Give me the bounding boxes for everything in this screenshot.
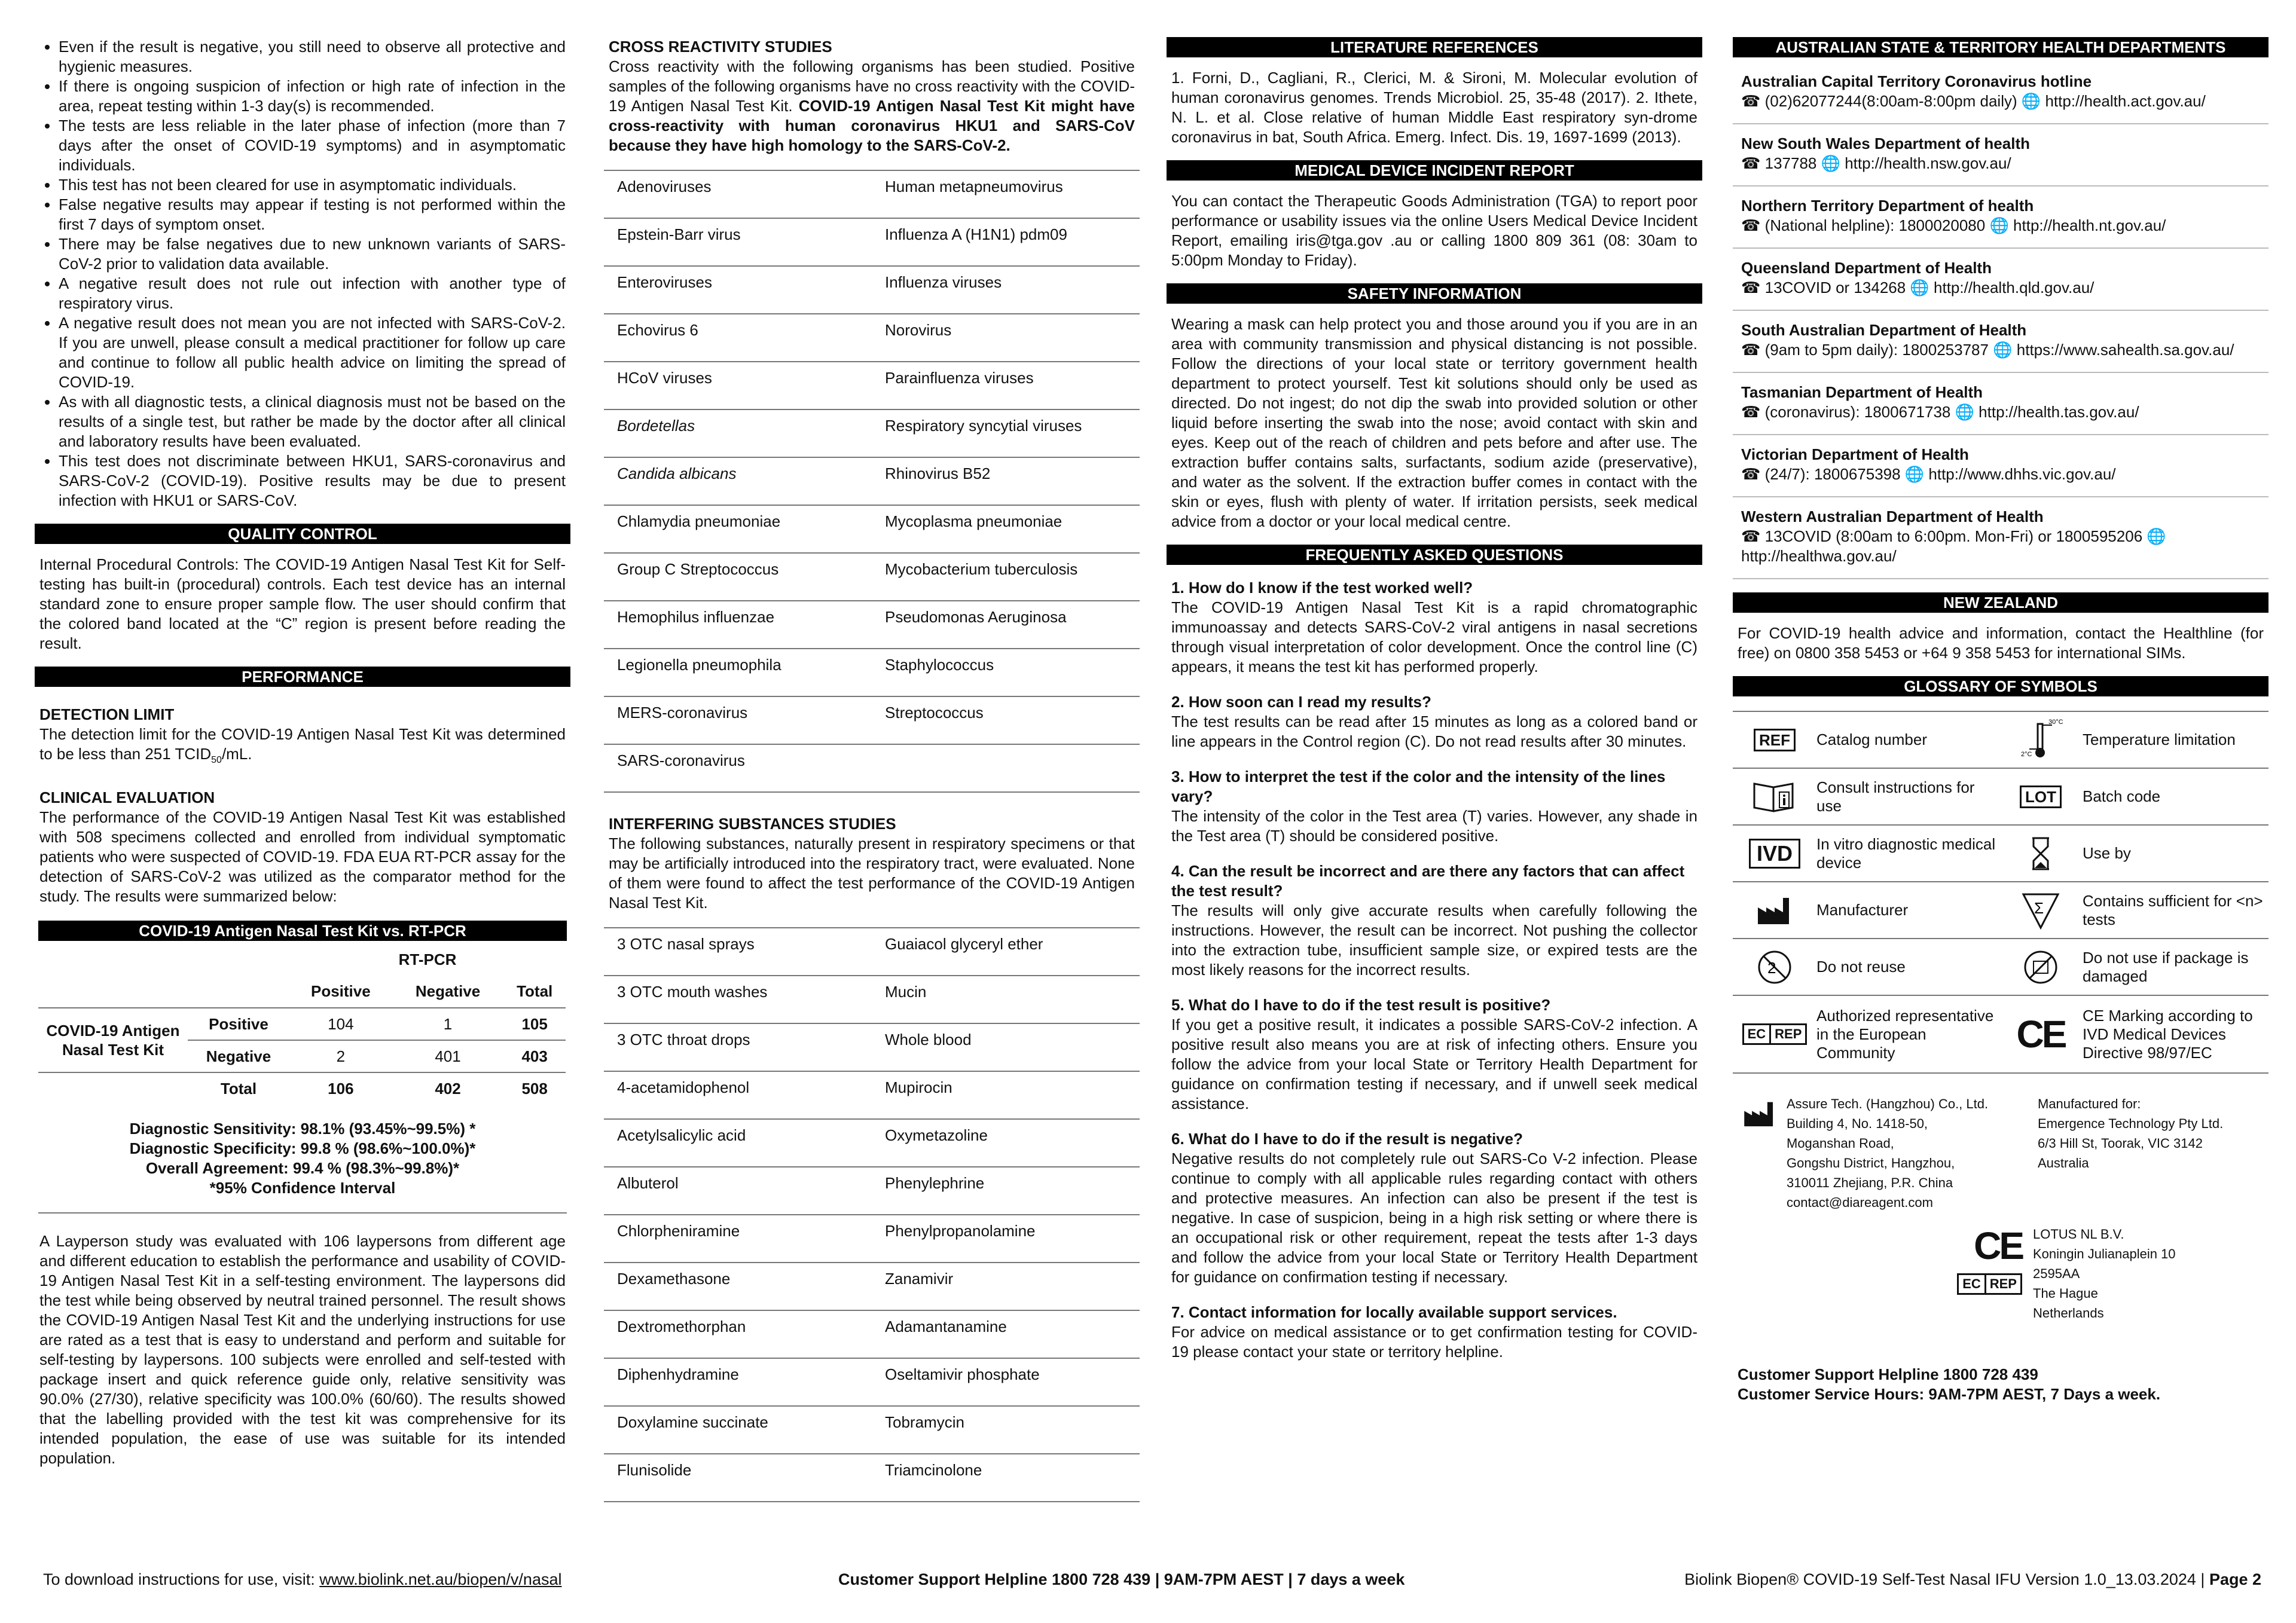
table-cell: Oxymetazoline (885, 1126, 988, 1144)
table-row (604, 219, 1140, 267)
table-cell: Dextromethorphan (617, 1318, 746, 1335)
table-cell: 3 OTC throat drops (617, 1031, 750, 1049)
symbols-table (1733, 711, 2268, 1074)
rtpcr-header: RT-PCR (398, 950, 457, 968)
list-item: • A negative result does not rule out infection with another type of respiratory virus. (59, 274, 570, 313)
eu-rep-address: LOTUS NL B.V. Koningin Julianaplein 10 2595AA The Hague Netherlands (2033, 1227, 2176, 1321)
list-item: • This test does not discriminate between HKU1, SARS-coronavirus and SARS-CoV-2 (COVID-19). Positive results may be due to present infection with HKU1 or SARS-CoV. (59, 451, 570, 511)
list-item: • False negative results may appear if testing is not performed within the first 7 days of symptom onset. (59, 195, 570, 234)
health-dept-item (1733, 441, 2268, 497)
row-label: Negative (206, 1047, 271, 1065)
column-2 (604, 37, 1140, 1502)
table-row (604, 1263, 1140, 1311)
clinical-evaluation-heading: CLINICAL EVALUATION (39, 788, 215, 807)
column-1 (35, 37, 570, 1468)
dept-contact[interactable]: ☎ (coronavirus): 1800671738 🌐 http://health.tas.gov.au/ (1741, 403, 2139, 421)
table-row (604, 410, 1140, 458)
ce-mark-icon: CE (1974, 1224, 2022, 1267)
table-cell: 104 (328, 1014, 354, 1033)
table-cell: Echovirus 6 (617, 321, 698, 339)
table-row (604, 458, 1140, 506)
symbol-row: Consult instructions for use LOT Batch code (1733, 769, 2268, 826)
table-cell: 1 (443, 1014, 453, 1033)
faq-question: 5. What do I have to do if the test result is positive? (1171, 996, 1551, 1014)
table-cell: Rhinovirus B52 (885, 464, 991, 482)
table-row (604, 1454, 1140, 1502)
table-row (604, 1311, 1140, 1359)
table-row (604, 601, 1140, 649)
faq-answer: The intensity of the color in the Test area (T) varies. However, any shade in the Test area (T) should be considered positive. (1171, 807, 1697, 845)
faq-answer: If you get a positive result, it indicates a possible SARS-CoV-2 infection. A positive result also means you are at risk of infecting others. Ensure you follow the advice from your local State or Territory Health Department for guidance on confirmation testing if necessary, and if unwell seek medical assistance. (1171, 1016, 1697, 1112)
faq-answer: The test results can be read after 15 minutes as long as a colored band or line appears in the Control region (C). Do not read results after 30 minutes. (1171, 713, 1697, 750)
literature-text: 1. Forni, D., Cagliani, R., Clerici, M. & Sironi, M. Molecular evolution of human coronavirus genomes. Trends Microbiol. 25, 35-48 (2017). 2. Ithete, N. L. et al. Close relative of human Middle East respiratory syn-drome coronavirus in bat, South Africa. Emerg. Infect. Dis. 19, 1697-1699 (2013). (1171, 69, 1697, 146)
table-cell: Chlorpheniramine (617, 1222, 740, 1240)
dept-contact[interactable]: ☎ (24/7): 1800675398 🌐 http://www.dhhs.vic.gov.au/ (1741, 465, 2116, 483)
detection-limit-text: The detection limit for the COVID-19 Antigen Nasal Test Kit was determined to be less than 251 $TCID_{50}/mL$. (39, 725, 566, 766)
table-cell: Streptococcus (885, 704, 984, 722)
table-cell: Parainfluenza viruses (885, 369, 1034, 387)
table-cell: Dexamethasone (617, 1270, 731, 1288)
manufacturer-address: Assure Tech. (Hangzhou) Co., Ltd. Building 4, No. 1418-50, Moganshan Road, Gongshu District, Hangzhou, 310011 Zhejiang, P.R. China contact@diareagent.com (1787, 1096, 1989, 1210)
footer-helpline: Customer Support Helpline 1800 728 439 | 9AM-7PM AEST | 7 days a week (838, 1570, 1405, 1588)
hourglass-icon (1999, 836, 2083, 872)
cross-reactivity-text: Cross reactivity with the following organisms has been studied. Positive samples of the following organisms have no cross reactivity with the COVID-19 Antigen Nasal Test Kit. COVID-19 Antigen Nasal Test Kit might have cross-reactivity with human coronavirus HKU1 and SARS-CoV because they have high homology to the SARS-CoV-2. (609, 57, 1135, 154)
damaged-package-icon (1999, 948, 2083, 986)
health-depts-list (1733, 68, 2268, 579)
faq-question: 7. Contact information for locally available support services. (1171, 1303, 1617, 1321)
new-zealand-text: For COVID-19 health advice and information, contact the Healthline (for free) on 0800 358 5453 or +64 9 358 5453 for international SIMs. (1738, 624, 2264, 662)
table-cell: Mycoplasma pneumoniae (885, 512, 1062, 530)
table-row (604, 1167, 1140, 1215)
lot-icon: LOT (2020, 785, 2062, 808)
table-row (604, 1407, 1140, 1454)
list-item: • A negative result does not mean you are not infected with SARS-CoV-2. If you are unwell, please consult a medical practitioner for follow up care and continue to follow all public health advice on limiting the spread of COVID-19. (59, 313, 570, 392)
ce-mark-icon: CE (2016, 1012, 2065, 1056)
table-row (604, 976, 1140, 1024)
manufacturer-icon (1733, 895, 1816, 925)
table-cell: 3 OTC mouth washes (617, 983, 768, 1001)
symbol-row: 2 Do not reuse Do not use if package is damaged (1733, 939, 2268, 996)
interfering-table (604, 927, 1140, 1502)
results-table-title: COVID-19 Antigen Nasal Test Kit vs. RT-PCR (38, 921, 567, 941)
row-label: Total (220, 1080, 257, 1098)
table-header: Negative (415, 982, 481, 1001)
dept-name: Western Australian Department of Health (1741, 508, 2044, 525)
row-group-label: COVID-19 Antigen Nasal Test Kit (38, 1008, 188, 1072)
table-cell: 401 (435, 1047, 461, 1065)
quality-control-text: Internal Procedural Controls: The COVID-19 Antigen Nasal Test Kit for Self-testing has built-in (procedural) controls. Each test device has an internal standard zone to ensure proper sample flow. The user should confirm that the colored band located at the “C” region is present before reading the result. (39, 555, 566, 652)
table-row (604, 1120, 1140, 1167)
table-cell: Tobramycin (885, 1413, 964, 1431)
table-row (604, 1024, 1140, 1072)
eu-rep-block (1733, 1224, 2268, 1323)
faq-list (1167, 578, 1702, 1362)
manufacturer-block (1733, 1094, 2268, 1212)
dept-contact[interactable]: ☎ 137788 🌐 http://health.nsw.gov.au/ (1741, 154, 2011, 172)
table-cell: Hemophilus influenzae (617, 608, 775, 626)
table-cell: Triamcinolone (885, 1461, 982, 1479)
faq-question: 1. How do I know if the test worked well? (1171, 579, 1473, 597)
table-cell: Human metapneumovirus (885, 178, 1063, 195)
table-cell: 2 (336, 1047, 346, 1065)
table-row (604, 314, 1140, 362)
health-dept-item (1733, 192, 2268, 249)
table-row (604, 362, 1140, 410)
faq-question: 3. How to interpret the test if the color and the intensity of the lines vary? (1171, 768, 1666, 805)
ec-rep-icon: EC REP (1742, 1023, 1808, 1045)
table-cell: Pseudomonas Aeruginosa (885, 608, 1067, 626)
symbol-row: EC REP Authorized representative in the European Community CE CE Marking according to IVD Medical Devices Directive 98/97/EC (1733, 996, 2268, 1074)
table-cell: Flunisolide (617, 1461, 692, 1479)
table-cell: Zanamivir (885, 1270, 954, 1288)
row-label: Positive (209, 1014, 268, 1033)
incident-report-heading: MEDICAL DEVICE INCIDENT REPORT (1167, 160, 1702, 181)
dept-name: South Australian Department of Health (1741, 321, 2027, 339)
table-row (604, 267, 1140, 314)
table-cell: Bordetellas (617, 417, 695, 435)
warnings-list (35, 37, 570, 511)
support-hours: Customer Service Hours: 9AM-7PM AEST, 7 Days a week. (1738, 1385, 2161, 1403)
table-cell: 402 (435, 1080, 461, 1098)
table-row (604, 1072, 1140, 1120)
detection-limit-heading: DETECTION LIMIT (39, 705, 175, 723)
page-number: Page 2 (2209, 1570, 2261, 1588)
faq-question: 4. Can the result be incorrect and are there any factors that can affect the test result? (1171, 862, 1685, 900)
table-cell: Doxylamine succinate (617, 1413, 768, 1431)
table-cell: Candida albicans (617, 464, 737, 482)
svg-text:2: 2 (1767, 958, 1776, 977)
layperson-study-text: A Layperson study was evaluated with 106 laypersons from different age and different education to establish the performance and usability of COVID-19 Antigen Nasal Test Kit in a self-testing environment. The laypersons did the test while being observed by neutral trained personnel. The result shows the COVID-19 Antigen Nasal Test Kit and the underlying instructions for use are rated as a test that is easy to understand and perform and suitable for self-testing by laypersons. 100 subjects were enrolled and self-tested with package insert and quick reference guide only, relative sensitivity was 90.0% (27/30), relative specificity was 100.0% (60/60). The results showed that the labelling provided with the test kit was comprehensive for its intended population, the ease of use was suitable for its intended population. (39, 1232, 566, 1468)
svg-text:2°C: 2°C (2021, 750, 2032, 758)
table-row (604, 928, 1140, 976)
svg-text:Σ: Σ (2034, 898, 2044, 917)
table-row (604, 1215, 1140, 1263)
faq-answer: The results will only give accurate results when carefully following the instructions. However, the result can be incorrect. Not pushing the collector into the extraction tube, insufficient sample size, or expired tests are the most likely reasons for the incorrect results. (1171, 901, 1697, 979)
table-cell: Legionella pneumophila (617, 656, 781, 674)
list-item: • If there is ongoing suspicion of infection or high rate of infection in the area, repeat testing within 1-3 day(s) is recommended. (59, 77, 570, 116)
consult-instructions-icon (1733, 779, 1816, 815)
support-helpline: Customer Support Helpline 1800 728 439 (1738, 1365, 2038, 1383)
table-cell: Group C Streptococcus (617, 560, 779, 578)
literature-heading: LITERATURE REFERENCES (1167, 37, 1702, 57)
health-dept-item (1733, 317, 2268, 373)
interfering-heading: INTERFERING SUBSTANCES STUDIES (609, 815, 896, 833)
table-cell: Oseltamivir phosphate (885, 1365, 1040, 1383)
table-row (604, 1359, 1140, 1407)
dept-name: Queensland Department of Health (1741, 259, 1992, 277)
ivd-icon: IVD (1749, 839, 1800, 869)
new-zealand-heading: NEW ZEALAND (1733, 592, 2268, 613)
table-cell: 3 OTC nasal sprays (617, 935, 755, 953)
clinical-evaluation-text: The performance of the COVID-19 Antigen Nasal Test Kit was established with 508 specimens collected and enrolled from individual symptomatic patients who were suspected of COVID-19. FDA EUA RT-PCR assay for the detection of SARS-CoV-2 was utilized as the comparator method for the study. The results were summarized below: (39, 808, 566, 906)
faq-answer: The COVID-19 Antigen Nasal Test Kit is a rapid chromatographic immunoassay and detects SARS-CoV-2 viral antigens in nasal secretions through visual interpretation of color development. Once the control line (C) appears, it means the test kit has performed properly. (1171, 598, 1697, 676)
table-row (604, 506, 1140, 554)
ref-icon: REF (1754, 729, 1796, 751)
faq-question: 2. How soon can I read my results? (1171, 693, 1431, 711)
table-cell: Enteroviruses (617, 273, 712, 291)
table-cell: 403 (521, 1047, 548, 1065)
dept-name: Northern Territory Department of health (1741, 197, 2034, 215)
health-dept-item (1733, 503, 2268, 579)
cross-reactivity-table (604, 170, 1140, 793)
table-cell: Acetylsalicylic acid (617, 1126, 746, 1144)
faq-heading: FREQUENTLY ASKED QUESTIONS (1167, 545, 1702, 565)
dept-name: Tasmanian Department of Health (1741, 383, 1983, 401)
dept-name: New South Wales Department of health (1741, 135, 2030, 152)
table-cell: 508 (521, 1080, 548, 1098)
table-row (604, 171, 1140, 219)
symbol-row: IVD In vitro diagnostic medical device Use by (1733, 826, 2268, 882)
interfering-text: The following substances, naturally present in respiratory specimens or that may be artificially introduced into the respiratory tract, were evaluated. None of them were found to affect the test performance of the COVID-19 Antigen Nasal Test Kit. (609, 835, 1135, 912)
dept-contact[interactable]: ☎ (National helpline): 1800020080 🌐 http://health.nt.gov.au/ (1741, 216, 2166, 234)
table-cell: 4-acetamidophenol (617, 1078, 750, 1096)
table-row (604, 745, 1140, 793)
table-cell: Phenylephrine (885, 1174, 985, 1192)
table-row (604, 649, 1140, 697)
download-link[interactable]: www.biolink.net.au/biopen/v/nasal (319, 1570, 562, 1588)
faq-answer: Negative results do not completely rule out SARS-Co V-2 infection. Please continue to comply with all applicable rules regarding contact with others and protective measures. An infection can also be present if the test is negative. In case of suspicion, being in a high risk setting or where there is an occupational risk or other requirement, repeat the tests after 1-3 days and follow the advice from your local State or Territory Health Department for guidance on confirmation testing if necessary. (1171, 1150, 1697, 1286)
health-dept-item (1733, 255, 2268, 311)
table-cell: Adenoviruses (617, 178, 712, 195)
symbol-row: REF Catalog number 30°C 2°C Temperature limitation (1733, 712, 2268, 769)
ec-rep-icon: EC REP (1957, 1273, 2022, 1295)
do-not-reuse-icon (1733, 948, 1816, 986)
table-cell: 106 (328, 1080, 354, 1098)
table-cell: Whole blood (885, 1031, 972, 1049)
manufacturer-icon (1733, 1094, 1787, 1212)
table-cell: MERS-coronavirus (617, 704, 748, 722)
dept-name: Australian Capital Territory Coronavirus hotline (1741, 72, 2092, 90)
table-cell: Epstein-Barr virus (617, 225, 741, 243)
table-cell: Respiratory syncytial viruses (885, 417, 1082, 435)
faq-question: 6. What do I have to do if the result is negative? (1171, 1130, 1523, 1148)
table-cell: Chlamydia pneumoniae (617, 512, 781, 530)
table-cell: Influenza viruses (885, 273, 1002, 291)
svg-text:30°C: 30°C (2048, 718, 2063, 726)
diagnostic-stats: Diagnostic Sensitivity: 98.1% (93.45%~99.5%) * Diagnostic Specificity: 99.8 % (98.6%~100.0%)* Overall Agreement: 99.4 % (98.3%~99.8%)* *95% Confidence Interval (38, 1119, 567, 1214)
dept-contact[interactable]: ☎ 13COVID or 134268 🌐 http://health.qld.gov.au/ (1741, 279, 2095, 297)
table-cell: SARS-coronavirus (617, 751, 745, 769)
table-cell: Influenza A (H1N1) pdm09 (885, 225, 1067, 243)
table-cell: Guaiacol glyceryl ether (885, 935, 1043, 953)
health-dept-item (1733, 379, 2268, 435)
list-item: • As with all diagnostic tests, a clinical diagnosis must not be based on the results of a single test, but rather be made by the doctor after all clinical and laboratory results have been evaluated. (59, 392, 570, 451)
dept-name: Victorian Department of Health (1741, 445, 1969, 463)
table-cell: HCoV viruses (617, 369, 712, 387)
list-item: • This test has not been cleared for use in asymptomatic individuals. (59, 175, 570, 195)
manufactured-for-address: Manufactured for: Emergence Technology Pty Ltd. 6/3 Hill St, Toorak, VIC 3142 Australia (2038, 1096, 2224, 1170)
list-item: • Even if the result is negative, you still need to observe all protective and hygienic measures. (59, 37, 570, 77)
health-dept-item (1733, 68, 2268, 124)
health-dept-item (1733, 130, 2268, 187)
table-cell: Adamantanamine (885, 1318, 1007, 1335)
incident-report-text: You can contact the Therapeutic Goods Administration (TGA) to report poor performance or usability issues via the online Users Medical Device Incident Report, emailing iris@tga.gov .au or calling 1800 809 361 (08: 30am to 5:00pm Monday to Friday). (1171, 192, 1697, 269)
table-row (604, 697, 1140, 745)
footer-download: To download instructions for use, visit: www.biolink.net.au/biopen/v/nasal (43, 1570, 562, 1588)
safety-heading: SAFETY INFORMATION (1167, 283, 1702, 304)
dept-contact[interactable]: ☎ 13COVID (8:00am to 6:00pm. Mon-Fri) or 1800595206 🌐 http://healthwa.gov.au/ (1741, 527, 2166, 565)
table-header: Total (517, 982, 553, 1001)
table-cell: 105 (521, 1014, 548, 1033)
table-cell: Albuterol (617, 1174, 679, 1192)
quality-control-heading: QUALITY CONTROL (35, 524, 570, 544)
safety-text: Wearing a mask can help protect you and those around you if you are in an area with community transmission and physical distancing is not possible. Follow the directions of your local state or territory government health department to protect yourself. Test kit solutions should only be used as directed. Do not ingest; do not dip the swab into provided solution or other liquid before inserting the swab into the nose; avoid contact with skin and eyes. Keep out of the reach of children and pets before and after use. The extraction buffer contains salts, surfactants, sodium azide (preservative), and water as the solvent. If the extraction buffer comes in contact with the skin or eyes, flush with plenty of water. If irritation persists, seek medical advice from a doctor or your local medical centre. (1171, 315, 1697, 530)
list-item: • There may be false negatives due to new unknown variants of SARS-CoV-2 prior to validation data available. (59, 234, 570, 274)
cross-reactivity-heading: CROSS REACTIVITY STUDIES (609, 38, 832, 56)
symbol-row: Manufacturer Σ Contains sufficient for <n> tests (1733, 882, 2268, 939)
column-3 (1167, 37, 1702, 1362)
table-cell: Norovirus (885, 321, 952, 339)
faq-answer: For advice on medical assistance or to get confirmation testing for COVID-19 please contact your state or territory helpline. (1171, 1323, 1697, 1361)
table-cell: Phenylpropanolamine (885, 1222, 1036, 1240)
list-item: • The tests are less reliable in the later phase of infection (more than 7 days after the onset of COVID-19 symptoms) and in asymptomatic individuals. (59, 116, 570, 175)
performance-heading: PERFORMANCE (35, 667, 570, 687)
column-4 (1733, 37, 2268, 1404)
table-cell: Mupirocin (885, 1078, 952, 1096)
dept-contact[interactable]: ☎ (02)62077244(8:00am-8:00pm daily) 🌐 http://health.act.gov.au/ (1741, 92, 2206, 110)
table-cell: Mucin (885, 983, 927, 1001)
table-cell: Staphylococcus (885, 656, 994, 674)
dept-contact[interactable]: ☎ (9am to 5pm daily): 1800253787 🌐 https://www.sahealth.sa.gov.au/ (1741, 341, 2234, 359)
table-header: Positive (310, 982, 371, 1001)
results-table (38, 943, 566, 1105)
table-row (604, 554, 1140, 601)
temperature-icon (1999, 719, 2083, 761)
footer-version: Biolink Biopen® COVID-19 Self-Test Nasal IFU Version 1.0_13.03.2024 | Page 2 (1684, 1570, 2261, 1588)
glossary-heading: GLOSSARY OF SYMBOLS (1733, 676, 2268, 696)
table-cell: Mycobacterium tuberculosis (885, 560, 1078, 578)
health-depts-heading: AUSTRALIAN STATE & TERRITORY HEALTH DEPARTMENTS (1733, 37, 2268, 57)
tests-count-icon (1999, 891, 2083, 930)
table-cell: Diphenhydramine (617, 1365, 739, 1383)
